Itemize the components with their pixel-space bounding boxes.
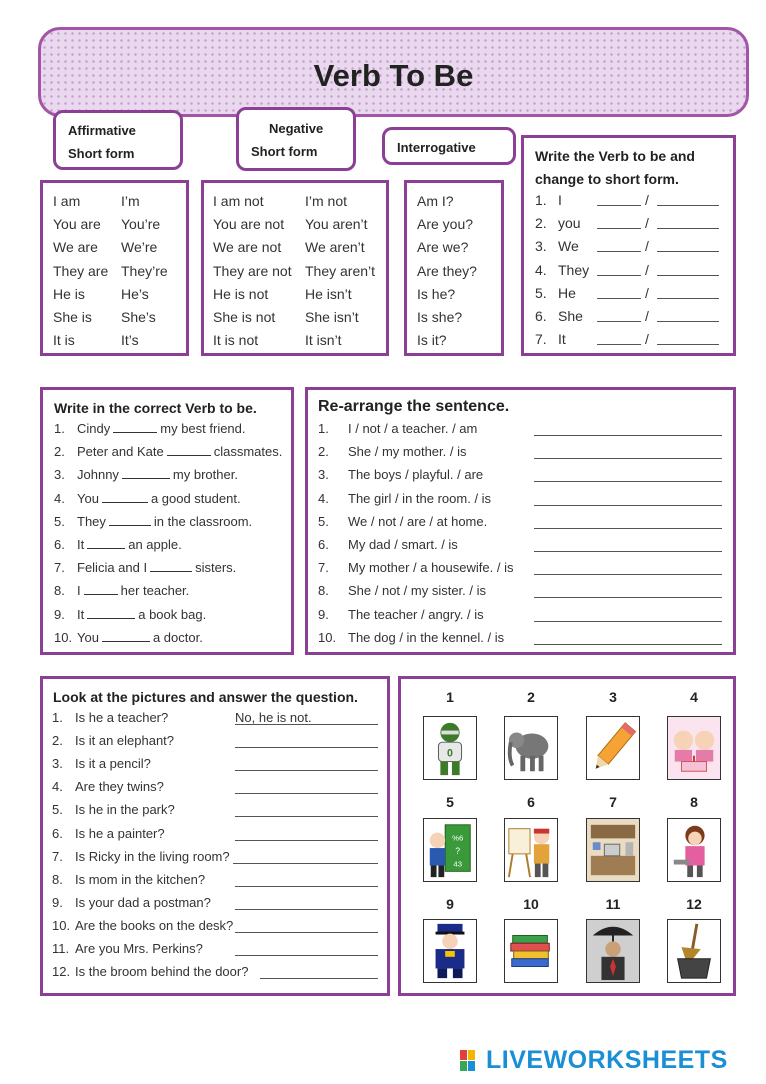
affirmative-full: We are <box>53 239 98 256</box>
rearrange-number: 4. <box>318 490 329 506</box>
man-with-umbrella-picture <box>586 919 640 983</box>
affirmative-label <box>53 110 183 170</box>
sentence-rest: an apple. <box>128 537 182 552</box>
rearrange-words: The dog / in the kennel. / is <box>348 629 505 645</box>
verb-blank[interactable] <box>597 275 641 276</box>
picture-number: 12 <box>686 896 702 912</box>
interrogative-item: Is it? <box>417 332 447 349</box>
negative-full: We are not <box>213 239 282 256</box>
question-number: 12. <box>52 964 71 980</box>
svg-text:0: 0 <box>447 747 453 760</box>
pictures-grid <box>398 676 736 996</box>
short-form-slash: / <box>645 331 649 348</box>
picture-number: 4 <box>690 689 698 705</box>
short-form-blank[interactable] <box>657 298 719 299</box>
verb-answer-blank[interactable] <box>167 444 211 456</box>
rearrange-heading: Re-arrange the sentence. <box>318 398 510 415</box>
negative-label-line1: Negative <box>269 121 324 136</box>
negative-short: He isn’t <box>305 285 352 302</box>
short-form-number: 2. <box>535 215 547 232</box>
question-text: Is Ricky in the living room? <box>75 848 230 864</box>
kitchen-picture <box>586 818 640 882</box>
negative-full: You are not <box>213 216 285 233</box>
question-number: 9. <box>52 894 63 910</box>
correct-verb-number: 4. <box>54 490 65 506</box>
rearrange-words: The teacher / angry. / is <box>348 606 484 622</box>
question-number: 11. <box>52 941 70 956</box>
question-text: Are the books on the desk? <box>75 917 234 933</box>
sample-answer: No, he is not. <box>235 710 312 725</box>
affirmative-full: She is <box>53 309 92 325</box>
sentence-subject: It <box>77 606 85 622</box>
affirmative-short: You’re <box>121 216 161 233</box>
correct-verb-number: 8. <box>54 583 65 599</box>
verb-answer-blank[interactable] <box>102 630 150 642</box>
rearrange-answer-line[interactable] <box>534 505 722 506</box>
svg-text:?: ? <box>455 845 461 856</box>
rearrange-number: 2. <box>318 444 329 460</box>
svg-text:43: 43 <box>453 859 462 869</box>
short-form-slash: / <box>645 192 649 208</box>
affirmative-full: You are <box>53 216 101 233</box>
verb-answer-blank[interactable] <box>150 560 192 572</box>
interrogative-item: Are they? <box>417 262 477 279</box>
rearrange-answer-line[interactable] <box>534 597 722 598</box>
verb-answer-blank[interactable] <box>122 467 170 479</box>
short-form-number: 4. <box>535 261 547 278</box>
picture-number: 8 <box>690 794 698 810</box>
negative-short: I’m not <box>305 193 348 209</box>
rearrange-words: My dad / smart. / is <box>348 537 458 552</box>
short-form-number: 3. <box>535 238 547 255</box>
affirmative-short: It’s <box>121 332 139 349</box>
correct-verb-number: 10. <box>54 629 73 645</box>
correct-verb-number: 3. <box>54 467 65 483</box>
affirmative-label-line1: Affirmative <box>68 123 136 138</box>
short-form-blank[interactable] <box>657 205 719 206</box>
negative-label-line2: Short form <box>251 144 318 159</box>
short-form-pronoun: you <box>558 215 581 232</box>
short-form-pronoun: I <box>558 192 562 208</box>
short-form-pronoun: It <box>558 331 566 348</box>
short-form-slash: / <box>645 215 649 232</box>
question-text: Are you Mrs. Perkins? <box>75 941 203 956</box>
rearrange-number: 9. <box>318 606 329 622</box>
short-form-blank[interactable] <box>657 251 719 252</box>
picture-number: 7 <box>609 794 617 810</box>
question-number: 5. <box>52 802 63 818</box>
correct-verb-sentence <box>77 583 189 598</box>
short-form-blank[interactable] <box>657 275 719 276</box>
answer-line[interactable] <box>235 816 378 817</box>
short-form-slash: / <box>645 238 649 255</box>
painter-picture <box>504 818 558 882</box>
rearrange-number: 1. <box>318 421 329 436</box>
twins-picture <box>667 716 721 780</box>
negative-full: I am not <box>213 193 264 209</box>
negative-short: It isn’t <box>305 332 342 349</box>
short-form-number: 5. <box>535 284 547 301</box>
answer-line[interactable] <box>235 747 378 748</box>
affirmative-full: I am <box>53 193 81 209</box>
interrogative-label <box>382 127 516 165</box>
rearrange-words: I / not / a teacher. / am <box>348 421 478 436</box>
interrogative-item: Are you? <box>417 216 474 233</box>
picture-number: 11 <box>605 896 621 912</box>
correct-verb-sentence <box>77 630 203 645</box>
correct-verb-heading: Write in the correct Verb to be. <box>54 400 257 416</box>
rearrange-words: She / not / my sister. / is <box>348 583 486 599</box>
short-form-pronoun: They <box>558 261 590 278</box>
verb-answer-blank[interactable] <box>87 607 135 619</box>
sentence-subject: You <box>77 629 99 645</box>
rearrange-number: 10. <box>318 629 337 645</box>
verb-answer-blank[interactable] <box>109 514 151 526</box>
question-number: 8. <box>52 871 63 887</box>
correct-verb-sentence <box>77 607 206 622</box>
negative-short: We aren’t <box>305 239 365 256</box>
affirmative-short: He’s <box>121 285 149 302</box>
negative-full: He is not <box>213 285 269 302</box>
answer-line[interactable] <box>260 978 378 979</box>
affirmative-short: She’s <box>121 309 156 325</box>
picture-number: 6 <box>527 794 535 810</box>
title-banner <box>38 27 749 117</box>
rearrange-words: My mother / a housewife. / is <box>348 560 514 576</box>
answer-line[interactable] <box>233 863 378 864</box>
sentence-rest: her teacher. <box>120 583 190 599</box>
question-text: Is he in the park? <box>75 802 175 818</box>
short-form-slash: / <box>645 261 649 278</box>
verb-blank[interactable] <box>597 344 641 345</box>
verb-blank[interactable] <box>597 321 641 322</box>
question-number: 2. <box>52 733 63 749</box>
liveworksheets-logo <box>460 1046 728 1075</box>
rearrange-words: She / my mother. / is <box>348 444 467 460</box>
short-form-heading-line1: Write the Verb to be and <box>535 148 695 164</box>
picture-number: 10 <box>523 896 539 912</box>
sentence-subject: Cindy <box>77 421 111 436</box>
police-officer-picture <box>423 919 477 983</box>
rearrange-number: 7. <box>318 560 329 576</box>
verb-answer-blank[interactable] <box>84 583 118 595</box>
short-form-pronoun: He <box>558 284 576 301</box>
interrogative-label-text: Interrogative <box>397 140 476 155</box>
rearrange-answer-line[interactable] <box>534 528 722 529</box>
question-text: Is your dad a postman? <box>75 894 211 910</box>
rearrange-exercise <box>305 387 736 655</box>
correct-verb-number: 9. <box>54 606 65 622</box>
broom-in-bucket-picture <box>667 919 721 983</box>
answer-line[interactable] <box>235 793 378 794</box>
rearrange-answer-line[interactable] <box>534 621 722 622</box>
rearrange-answer-line[interactable] <box>534 644 722 645</box>
affirmative-label-line2: Short form <box>68 146 135 161</box>
answer-line[interactable] <box>235 955 378 956</box>
rearrange-words: We / not / are / at home. <box>348 513 488 529</box>
short-form-blank[interactable] <box>657 344 719 345</box>
answer-line[interactable] <box>235 770 378 771</box>
logo-icon <box>460 1050 486 1072</box>
verb-answer-blank[interactable] <box>113 421 157 433</box>
picture-questions-heading: Look at the pictures and answer the question. <box>53 689 358 705</box>
rearrange-number: 3. <box>318 467 329 483</box>
short-form-exercise <box>521 135 736 356</box>
verb-blank[interactable] <box>597 205 641 206</box>
question-number: 4. <box>52 779 63 795</box>
correct-verb-sentence <box>77 514 252 529</box>
sentence-rest: my brother. <box>172 467 238 483</box>
negative-short: She isn’t <box>305 309 359 325</box>
question-text: Is mom in the kitchen? <box>75 871 206 887</box>
books-picture <box>504 919 558 983</box>
sentence-rest: in the classroom. <box>153 513 253 529</box>
negative-table <box>201 180 389 356</box>
correct-verb-number: 1. <box>54 421 65 436</box>
verb-answer-blank[interactable] <box>87 537 125 549</box>
pencil-picture <box>586 716 640 780</box>
affirmative-full: They are <box>53 262 109 279</box>
correct-verb-sentence <box>77 560 236 575</box>
sentence-rest: classmates. <box>213 444 283 460</box>
short-form-blank[interactable] <box>657 321 719 322</box>
correct-verb-sentence <box>77 491 241 506</box>
page-title: Verb To Be <box>313 58 474 93</box>
short-form-number: 6. <box>535 308 547 324</box>
sentence-rest: a good student. <box>150 490 241 506</box>
picture-number: 5 <box>446 794 454 810</box>
verb-blank[interactable] <box>597 251 641 252</box>
short-form-pronoun: We <box>558 238 579 255</box>
short-form-slash: / <box>645 308 649 324</box>
picture-questions-exercise <box>40 676 390 996</box>
interrogative-item: Is she? <box>417 309 463 325</box>
correct-verb-exercise <box>40 387 294 655</box>
verb-blank[interactable] <box>597 298 641 299</box>
rearrange-number: 8. <box>318 583 329 599</box>
affirmative-full: He is <box>53 285 85 302</box>
negative-short: You aren’t <box>305 216 368 233</box>
correct-verb-number: 2. <box>54 444 65 460</box>
sentence-rest: my best friend. <box>160 421 246 436</box>
sentence-subject: I <box>77 583 81 599</box>
rearrange-number: 6. <box>318 537 329 552</box>
affirmative-short: I’m <box>121 193 140 209</box>
woman-cooking-picture <box>667 818 721 882</box>
question-number: 10. <box>52 917 71 933</box>
question-number: 7. <box>52 848 63 864</box>
correct-verb-number: 7. <box>54 560 65 576</box>
answer-line[interactable] <box>235 886 378 887</box>
correct-verb-number: 5. <box>54 513 65 529</box>
math-student-picture <box>423 818 477 882</box>
short-form-number: 1. <box>535 192 547 208</box>
rearrange-answer-line[interactable] <box>534 481 722 482</box>
correct-verb-sentence <box>77 467 238 482</box>
sentence-rest: a book bag. <box>138 606 207 622</box>
short-form-pronoun: She <box>558 308 583 324</box>
affirmative-short: They’re <box>121 262 168 279</box>
question-text: Is it a pencil? <box>75 756 151 772</box>
correct-verb-sentence <box>77 537 182 552</box>
rearrange-answer-line[interactable] <box>534 435 722 436</box>
question-number: 6. <box>52 825 63 841</box>
interrogative-item: Are we? <box>417 239 469 256</box>
picture-number: 9 <box>446 896 454 912</box>
verb-answer-blank[interactable] <box>102 491 148 503</box>
sentence-subject: Felicia and I <box>77 560 148 576</box>
rearrange-words: The girl / in the room. / is <box>348 490 492 506</box>
rearrange-answer-line[interactable] <box>534 551 722 552</box>
question-text: Is the broom behind the door? <box>75 964 249 980</box>
sentence-rest: sisters. <box>195 560 237 576</box>
sentence-rest: a doctor. <box>152 629 203 645</box>
sentence-subject: Johnny <box>77 467 119 483</box>
question-number: 1. <box>52 710 63 725</box>
rearrange-answer-line[interactable] <box>534 458 722 459</box>
correct-verb-number: 6. <box>54 537 65 552</box>
logo-text: LIVEWORKSHEETS <box>486 1046 728 1074</box>
negative-label <box>236 107 356 171</box>
sentence-subject: You <box>77 490 99 506</box>
question-text: Is he a painter? <box>75 825 165 841</box>
short-form-number: 7. <box>535 331 547 348</box>
question-text: Are they twins? <box>75 779 164 795</box>
correct-verb-sentence <box>77 421 246 436</box>
sentence-subject: They <box>77 513 106 529</box>
affirmative-table <box>40 180 189 356</box>
football-player-picture <box>423 716 477 780</box>
question-text: Is he a teacher? <box>75 710 169 725</box>
picture-number: 2 <box>527 689 535 705</box>
svg-text:%6: %6 <box>452 833 464 843</box>
interrogative-item: Is he? <box>417 285 456 302</box>
short-form-blank[interactable] <box>657 228 719 229</box>
negative-full: They are not <box>213 262 292 279</box>
correct-verb-sentence <box>77 444 282 459</box>
negative-full: It is not <box>213 332 259 349</box>
rearrange-answer-line[interactable] <box>534 574 722 575</box>
negative-full: She is not <box>213 309 276 325</box>
short-form-slash: / <box>645 284 649 301</box>
answer-line[interactable] <box>235 932 378 933</box>
rearrange-words: The boys / playful. / are <box>348 467 484 483</box>
negative-short: They aren’t <box>305 262 376 279</box>
short-form-heading-line2: change to short form. <box>535 171 679 187</box>
question-number: 3. <box>52 756 63 772</box>
question-text: Is it an elephant? <box>75 733 175 749</box>
affirmative-full: It is <box>53 332 75 349</box>
answer-line[interactable] <box>235 909 378 910</box>
interrogative-table <box>404 180 504 356</box>
verb-blank[interactable] <box>597 228 641 229</box>
interrogative-item: Am I? <box>417 193 454 209</box>
answer-line[interactable] <box>235 840 378 841</box>
sentence-subject: Peter and Kate <box>77 444 164 460</box>
picture-number: 3 <box>609 689 617 705</box>
rearrange-number: 5. <box>318 513 329 529</box>
elephant-picture <box>504 716 558 780</box>
affirmative-short: We’re <box>121 239 158 256</box>
sentence-subject: It <box>77 537 85 552</box>
picture-number: 1 <box>446 689 454 705</box>
